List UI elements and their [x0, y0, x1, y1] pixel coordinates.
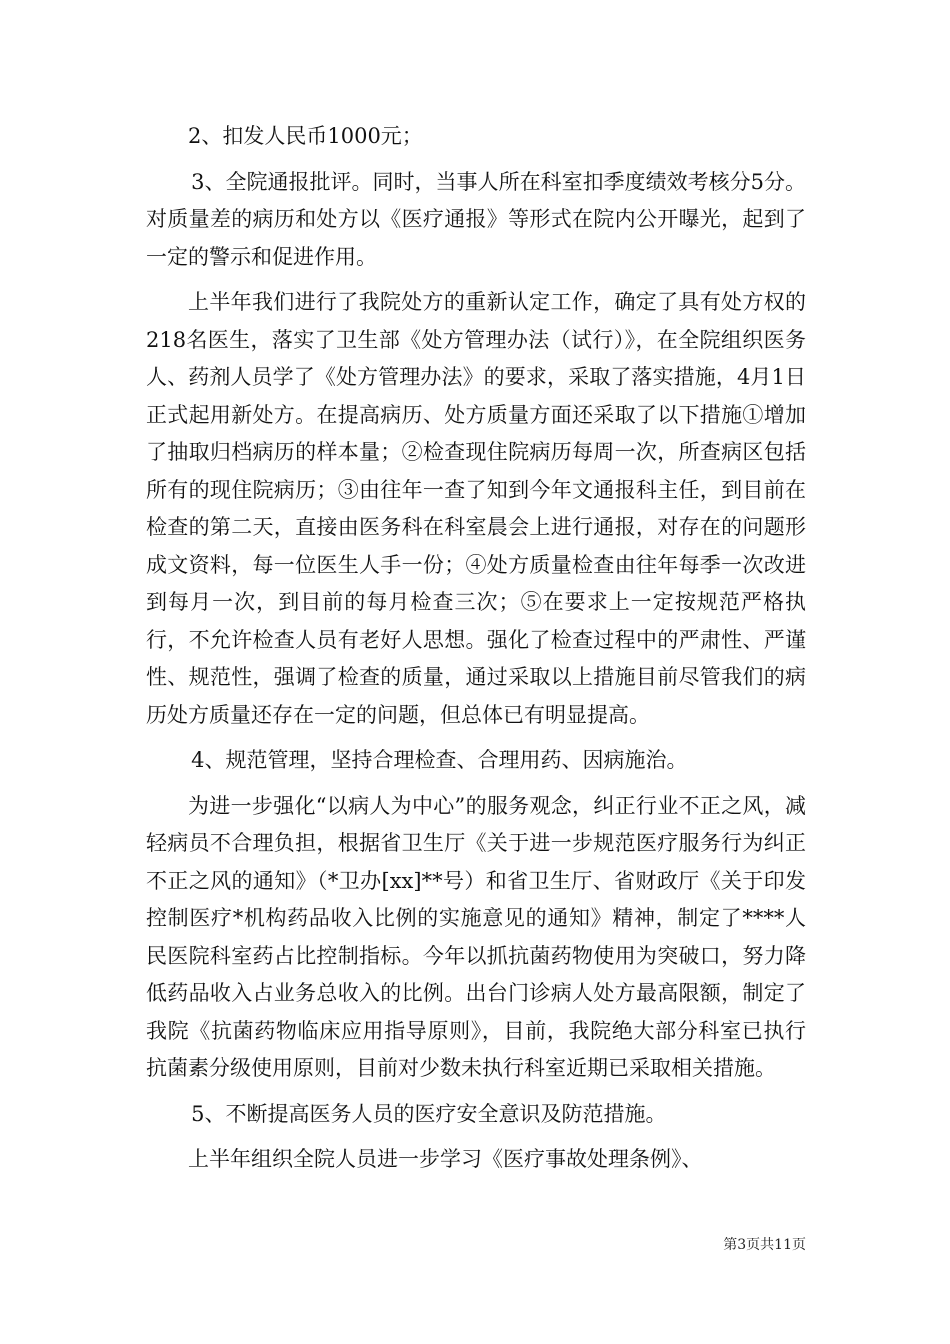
- paragraph-prescription-review: 上半年我们进行了我院处方的重新认定工作，确定了具有处方权的218名医生，落实了卫生部《处方管理办法（试行）》，在全院组织医务人、药剂人员学了《处方管理办法》的要求，采取了落实措施，4月1日正式起用新处方。在提高病历、处方质量方面还采取了以下措施①增加了抽取归档病历的样本量；②检查现住院病历每周一次，所查病区包括所有的现住院病历；③由往年一查了知到今年文通报科主任，到目前在检查的第二天，直接由医务科在科室晨会上进行通报，对存在的问题形成文资料，每一位医生人手一份；④处方质量检查由往年每季一次改进到每月一次，到目前的每月检查三次；⑤在要求上一定按规范严格执行，不允许检查人员有老好人思想。强化了检查过程中的严肃性、严谨性、规范性，强调了检查的质量，通过采取以上措施目前尽管我们的病历处方质量还存在一定的问题，但总体已有明显提高。: [146, 290, 806, 727]
- paragraph-regulation-study: 上半年组织全院人员进一步学习《医疗事故处理条例》、: [188, 1147, 703, 1171]
- document-body: [146, 118, 806, 1179]
- paragraph-safety-awareness-heading: 5、不断提高医务人员的医疗安全意识及防范措施。: [191, 1101, 667, 1126]
- paragraph-deduct-money: 2、扣发人民币1000元；: [188, 124, 423, 148]
- page-number: 第3页共11页: [723, 1237, 806, 1253]
- paragraph-patient-centered-service: 为进一步强化“以病人为中心”的服务观念，纠正行业不正之风，减轻病员不合理负担，根据省卫生厅《关于进一步规范医疗服务行为纠正不正之风的通知》（*卫办[xx]**号）和省卫生厅、省财政厅《关于印发控制医疗*机构药品收入比例的实施意见的通知》精神，制定了****人民医院科室药占比控制指标。今年以抓抗菌药物使用为突破口，努力降低药品收入占业务总收入的比例。出台门诊病人处方最高限额，制定了我院《抗菌药物临床应用指导原则》，目前，我院绝大部分科室已执行抗菌素分级使用原则，目前对少数未执行科室近期已采取相关措施。: [146, 793, 806, 1080]
- paragraph-standard-management-heading: 4、规范管理，坚持合理检查、合理用药、因病施治。: [191, 748, 688, 772]
- paragraph-hospital-criticism: 3、全院通报批评。同时，当事人所在科室扣季度绩效考核分5分。对质量差的病历和处方以《医疗通报》等形式在院内公开曝光，起到了一定的警示和促进作用。: [146, 169, 806, 269]
